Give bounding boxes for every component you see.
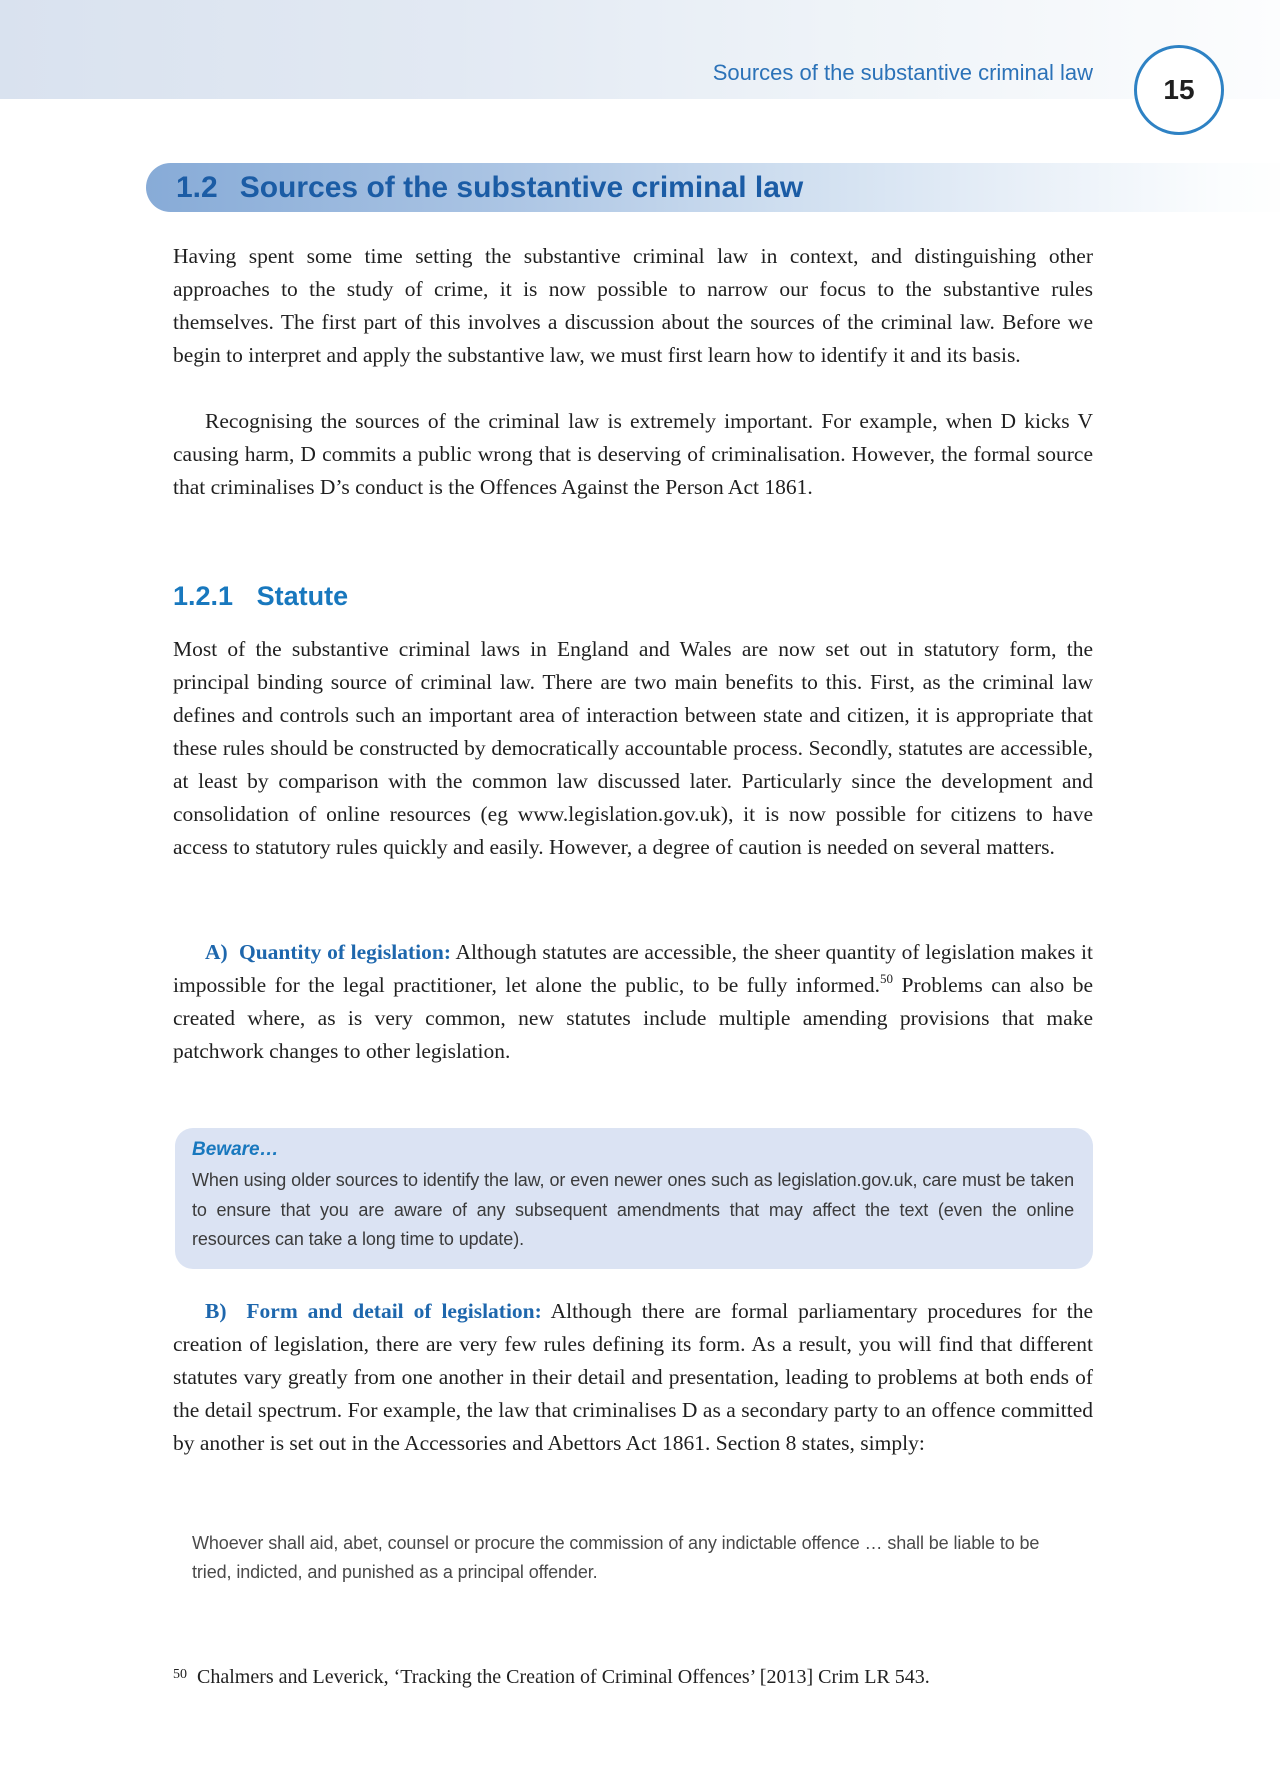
point-b-text: Although there are formal parliamentary procedures for the creation of legislation, there are very few rules defining its form. As a result, you will find that different statutes vary greatly from one another in their detail and presentation, leading to problems at both ends of the detail spectrum. For example, the law that criminalises D as a secondary party to an offence committed by another is set out in the Accessories and Abettors Act 1861. Section 8 states, simply:	[173, 1299, 1093, 1455]
beware-title: Beware…	[192, 1139, 279, 1160]
point-b-label: B) Form and detail of legislation:	[205, 1299, 542, 1323]
section-heading-band	[146, 163, 1280, 212]
intro-paragraph-2: Recognising the sources of the criminal law is extremely important. For example, when D kicks V causing harm, D commits a public wrong that is deserving of criminalisation. However, the formal source that criminalises D’s conduct is the Offences Against the Person Act 1861.	[173, 409, 1093, 499]
point-a-text-2: Problems can also be created where, as is very common, new statutes include multiple amending provisions that make patchwork changes to other legislation.	[173, 973, 1093, 1063]
point-a-paragraph	[173, 936, 1093, 1068]
footnote-marker: 50	[173, 1667, 187, 1682]
footnote-reference-50: 50	[880, 970, 894, 986]
beware-callout-box	[175, 1128, 1093, 1269]
section-number: 1.2	[176, 170, 218, 204]
page-number-badge	[1134, 45, 1224, 135]
beware-text: When using older sources to identify the law, or even newer ones such as legislation.gov.uk, care must be taken to ensure that you are aware of any subsequent amendments that may affect the text (even the online resources can take a long time to update).	[192, 1170, 1074, 1249]
footnote	[173, 1666, 930, 1689]
page-number: 15	[1163, 74, 1195, 105]
point-a-label: A) Quantity of legislation:	[205, 940, 451, 964]
subsection-heading	[173, 581, 348, 612]
point-b-paragraph	[173, 1295, 1093, 1460]
intro-paragraph-1: Having spent some time setting the substantive criminal law in context, and distinguishing other approaches to the study of crime, it is now possible to narrow our focus to the substantive rules themselves. The first part of this involves a discussion about the sources of the criminal law. Before we begin to interpret and apply the substantive law, we must first learn how to identify it and its basis.	[173, 244, 1093, 367]
point-a-text-1: Although statutes are accessible, the sheer quantity of legislation makes it impossible for the legal practitioner, let alone the public, to be fully informed.	[173, 940, 1093, 997]
running-title: Sources of the substantive criminal law	[712, 60, 1093, 85]
subsection-number: 1.2.1	[173, 581, 234, 611]
statute-quote: Whoever shall aid, abet, counsel or procure the commission of any indictable offence … shall be liable to be tried, indicted, and punished as a principal offender.	[192, 1533, 1040, 1582]
statute-paragraph: Most of the substantive criminal laws in England and Wales are now set out in statutory form, the principal binding source of criminal law. There are two main benefits to this. First, as the criminal law defines and controls such an important area of interaction between state and citizen, it is appropriate that these rules should be constructed by democratically accountable process. Secondly, statutes are accessible, at least by comparison with the common law discussed later. Particularly since the development and consolidation of online resources (eg www.legislation.gov.uk), it is now possible for citizens to have access to statutory rules quickly and easily. However, a degree of caution is needed on several matters.	[173, 637, 1093, 859]
section-title: Sources of the substantive criminal law	[239, 170, 804, 204]
footnote-text: Chalmers and Leverick, ‘Tracking the Creation of Criminal Offences’ [2013] Crim LR 543.	[197, 1666, 930, 1688]
subsection-title: Statute	[256, 581, 349, 611]
